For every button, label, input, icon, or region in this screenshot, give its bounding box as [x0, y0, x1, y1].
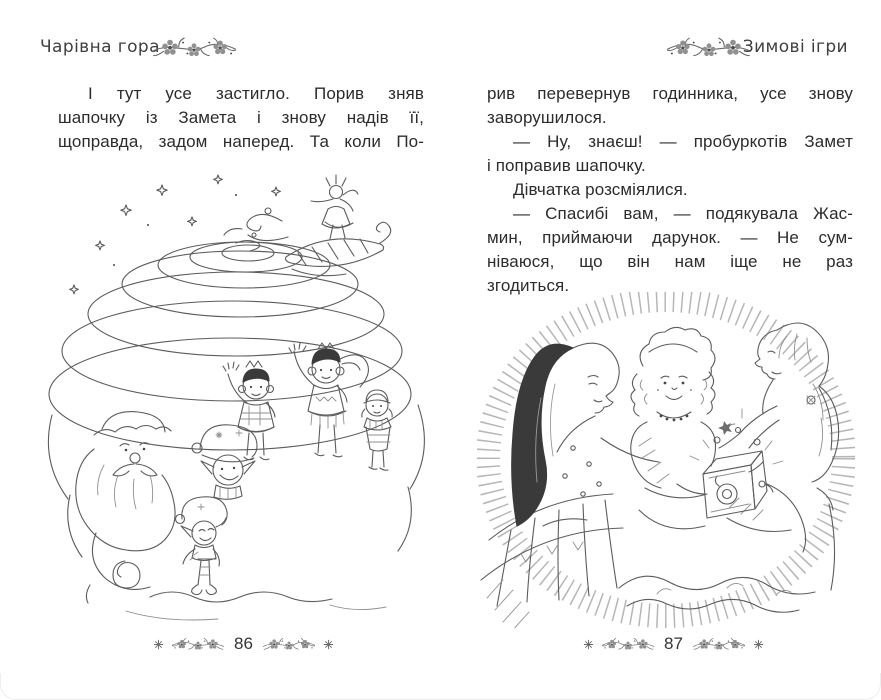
page-edge [0, 673, 881, 700]
page-number: 87 [664, 634, 683, 653]
floral-ornament-icon [262, 637, 316, 652]
floral-ornament-icon [692, 637, 746, 652]
right-page-footer [583, 634, 764, 654]
text-line: шапочку із Замета і знову надів її, [58, 108, 424, 127]
right-page-text [487, 82, 853, 298]
right-page-title: Зимові ігри [742, 37, 848, 57]
text-line: — Ну, знаєш! — пробуркотів Замет [513, 132, 853, 151]
text-line: — Спасибі вам, — подякувала Жас- [513, 204, 853, 223]
text-line: мин, приймаючи дарунок. — Не сум- [487, 228, 853, 247]
snowflake-ornament-icon [323, 639, 334, 650]
page-number: 86 [234, 634, 253, 653]
snowflake-ornament-icon [583, 639, 594, 650]
left-page-text [58, 82, 424, 154]
floral-ornament-icon [601, 637, 655, 652]
text-line: рив перевернув годинника, усе знову [487, 84, 853, 103]
whirlwind-illustration [30, 165, 440, 630]
text-line: щоправда, задом наперед. Та коли По- [58, 132, 424, 151]
floral-ornament-icon [663, 36, 755, 60]
snowflake-ornament-icon [153, 639, 164, 650]
left-page-title: Чарівна гора [40, 37, 160, 57]
text-line: І тут усе застигло. Порив зняв [88, 84, 424, 103]
floral-ornament-icon [148, 36, 240, 60]
gift-illustration [477, 292, 855, 628]
text-line: згодиться. [487, 276, 570, 295]
snowflake-ornament-icon [753, 639, 764, 650]
text-line: заворушилося. [487, 108, 607, 127]
text-line: Дівчатка розсміялися. [513, 180, 688, 199]
text-line: і поправив шапочку. [487, 156, 646, 175]
text-line: ніваюся, що він нам іще не раз [487, 252, 853, 271]
left-page-footer [153, 634, 334, 654]
floral-ornament-icon [171, 637, 225, 652]
